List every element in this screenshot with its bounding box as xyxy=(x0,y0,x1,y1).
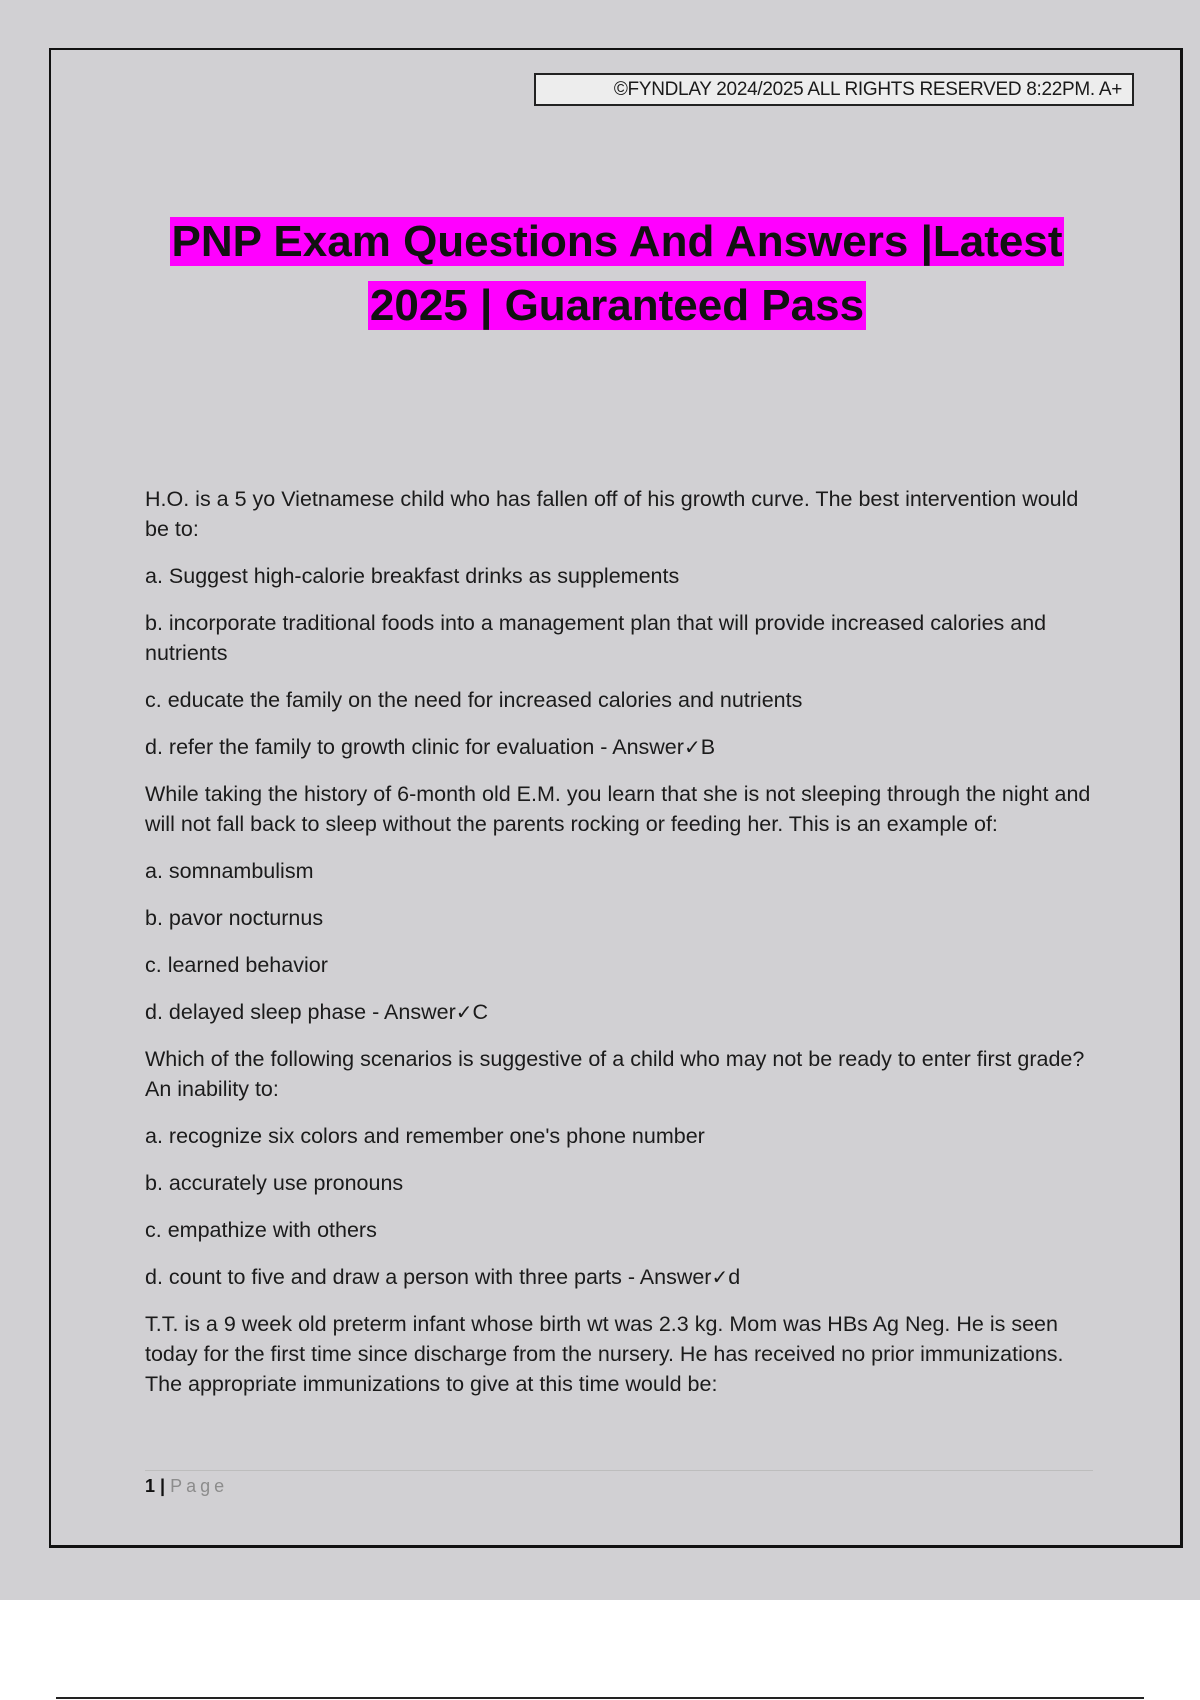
answer-option: c. learned behavior xyxy=(145,953,328,977)
checkmark-icon: ✓ xyxy=(683,735,701,759)
copyright-header xyxy=(534,73,1134,106)
answer-option: a. Suggest high-calorie breakfast drinks as supplements xyxy=(145,564,680,588)
page-footer xyxy=(145,1474,228,1498)
copyright-text: ©FYNDLAY 2024/2025 ALL RIGHTS RESERVED 8:22PM. A+ xyxy=(613,79,1122,100)
document-title xyxy=(0,210,1200,338)
answer-option-with-key xyxy=(145,997,1095,1027)
option-text: d. delayed sleep phase - Answer xyxy=(145,1000,456,1024)
option-text: d. count to five and draw a person with three parts - Answer xyxy=(145,1265,712,1289)
answer-option: c. empathize with others xyxy=(145,1218,377,1242)
checkmark-icon: ✓ xyxy=(455,1000,473,1024)
answer-key: d xyxy=(728,1265,741,1289)
page-number: 1 xyxy=(145,1476,156,1496)
answer-option: a. recognize six colors and remember one's phone number xyxy=(145,1124,705,1148)
answer-option: b. pavor nocturnus xyxy=(145,906,324,930)
question-text: T.T. is a 9 week old preterm infant whose birth wt was 2.3 kg. Mom was HBs Ag Neg. He is seen today for the first time since discharge from the nursery. He has received no prior immunizations. The appropriate immunizations to give at this time would be: xyxy=(145,1312,1064,1396)
answer-key: B xyxy=(700,735,716,759)
question-text: Which of the following scenarios is suggestive of a child who may not be ready to enter first grade? An inability to: xyxy=(145,1047,1085,1101)
answer-option: a. somnambulism xyxy=(145,859,314,883)
answer-key: C xyxy=(472,1000,489,1024)
answer-option: c. educate the family on the need for increased calories and nutrients xyxy=(145,688,803,712)
answer-option-with-key xyxy=(145,732,1095,762)
footer-separator: | xyxy=(160,1476,166,1496)
answer-option-with-key xyxy=(145,1262,1095,1292)
checkmark-icon: ✓ xyxy=(711,1265,729,1289)
footer-divider xyxy=(145,1470,1093,1471)
question-list xyxy=(145,484,1095,1416)
answer-option: b. incorporate traditional foods into a management plan that will provide increased calories and nutrients xyxy=(145,611,1047,665)
title-line-2: 2025 | Guaranteed Pass xyxy=(369,281,865,330)
title-line-1: PNP Exam Questions And Answers |Latest xyxy=(171,217,1063,266)
answer-option: b. accurately use pronouns xyxy=(145,1171,404,1195)
page-label: Page xyxy=(170,1476,229,1496)
option-text: d. refer the family to growth clinic for evaluation - Answer xyxy=(145,735,684,759)
next-page-divider xyxy=(56,1697,1144,1699)
question-text: H.O. is a 5 yo Vietnamese child who has fallen off of his growth curve. The best intervention would be to: xyxy=(145,487,1079,541)
question-text: While taking the history of 6-month old E.M. you learn that she is not sleeping through the night and will not fall back to sleep without the parents rocking or feeding her. This is an example of: xyxy=(145,782,1091,836)
